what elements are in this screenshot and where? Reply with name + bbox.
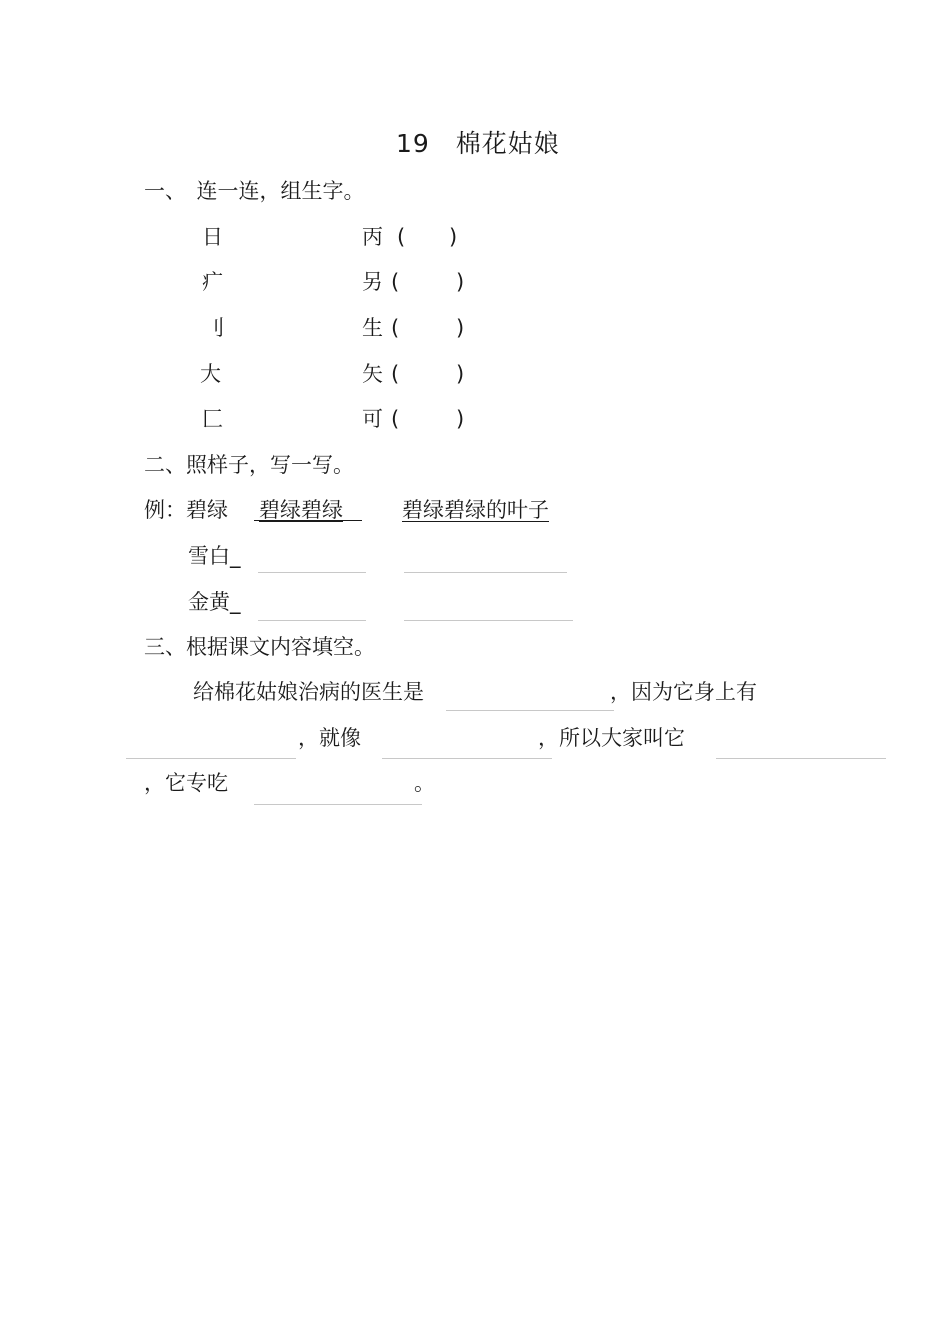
left-radical-1: 日	[202, 225, 223, 249]
right-char-2: 另	[362, 270, 383, 294]
paren-open-3: (	[391, 316, 400, 340]
paren-close-3: )	[456, 316, 465, 340]
fill-text-3: ，就像	[298, 726, 361, 750]
paren-open-1: (	[397, 225, 406, 249]
fill-text-4: ，所以大家叫它	[538, 726, 685, 750]
xuebai-blank-2[interactable]	[404, 572, 567, 573]
paren-close-2: )	[456, 270, 465, 294]
section1-heading: 一、 连一连，组生字。	[144, 179, 365, 203]
paren-open-5: (	[391, 407, 400, 431]
fill-text-2: ，因为它身上有	[610, 680, 757, 704]
doctor-blank[interactable]	[446, 710, 614, 711]
section2-heading: 二、照样子，写一写。	[144, 453, 354, 477]
page-title: 19 棉花姑娘	[396, 129, 560, 158]
example-answer-2: 碧绿碧绿的叶子	[402, 498, 549, 522]
left-radical-3: 刂	[204, 316, 225, 340]
right-char-1: 丙	[362, 225, 383, 249]
item-xuebai: 雪白_	[188, 544, 241, 568]
paren-open-2: (	[391, 270, 400, 294]
food-blank[interactable]	[254, 804, 422, 805]
section3-heading: 三、根据课文内容填空。	[144, 635, 375, 659]
fill-text-5: ，它专吃	[144, 771, 228, 795]
paren-open-4: (	[391, 362, 400, 386]
body-blank[interactable]	[126, 758, 296, 759]
fill-text-6: 。	[414, 771, 435, 795]
paren-close-1: )	[449, 225, 458, 249]
like-blank[interactable]	[382, 758, 552, 759]
left-radical-2: 疒	[202, 270, 223, 294]
left-radical-5: 匚	[202, 407, 223, 431]
right-char-3: 生	[362, 316, 383, 340]
example-label: 例：碧绿	[144, 498, 228, 522]
xuebai-blank-1[interactable]	[258, 572, 366, 573]
paren-close-4: )	[456, 362, 465, 386]
paren-close-5: )	[456, 407, 465, 431]
name-blank[interactable]	[716, 758, 886, 759]
item-jinhuang: 金黄_	[188, 590, 241, 614]
example-underline-1	[254, 520, 362, 521]
right-char-4: 矢	[362, 362, 383, 386]
fill-text-1: 给棉花姑娘治病的医生是	[193, 680, 424, 704]
jinhuang-blank-2[interactable]	[404, 620, 573, 621]
left-radical-4: 大	[200, 362, 221, 386]
right-char-5: 可	[362, 407, 383, 431]
jinhuang-blank-1[interactable]	[258, 620, 366, 621]
example-answer-1: 碧绿碧绿	[259, 498, 343, 522]
